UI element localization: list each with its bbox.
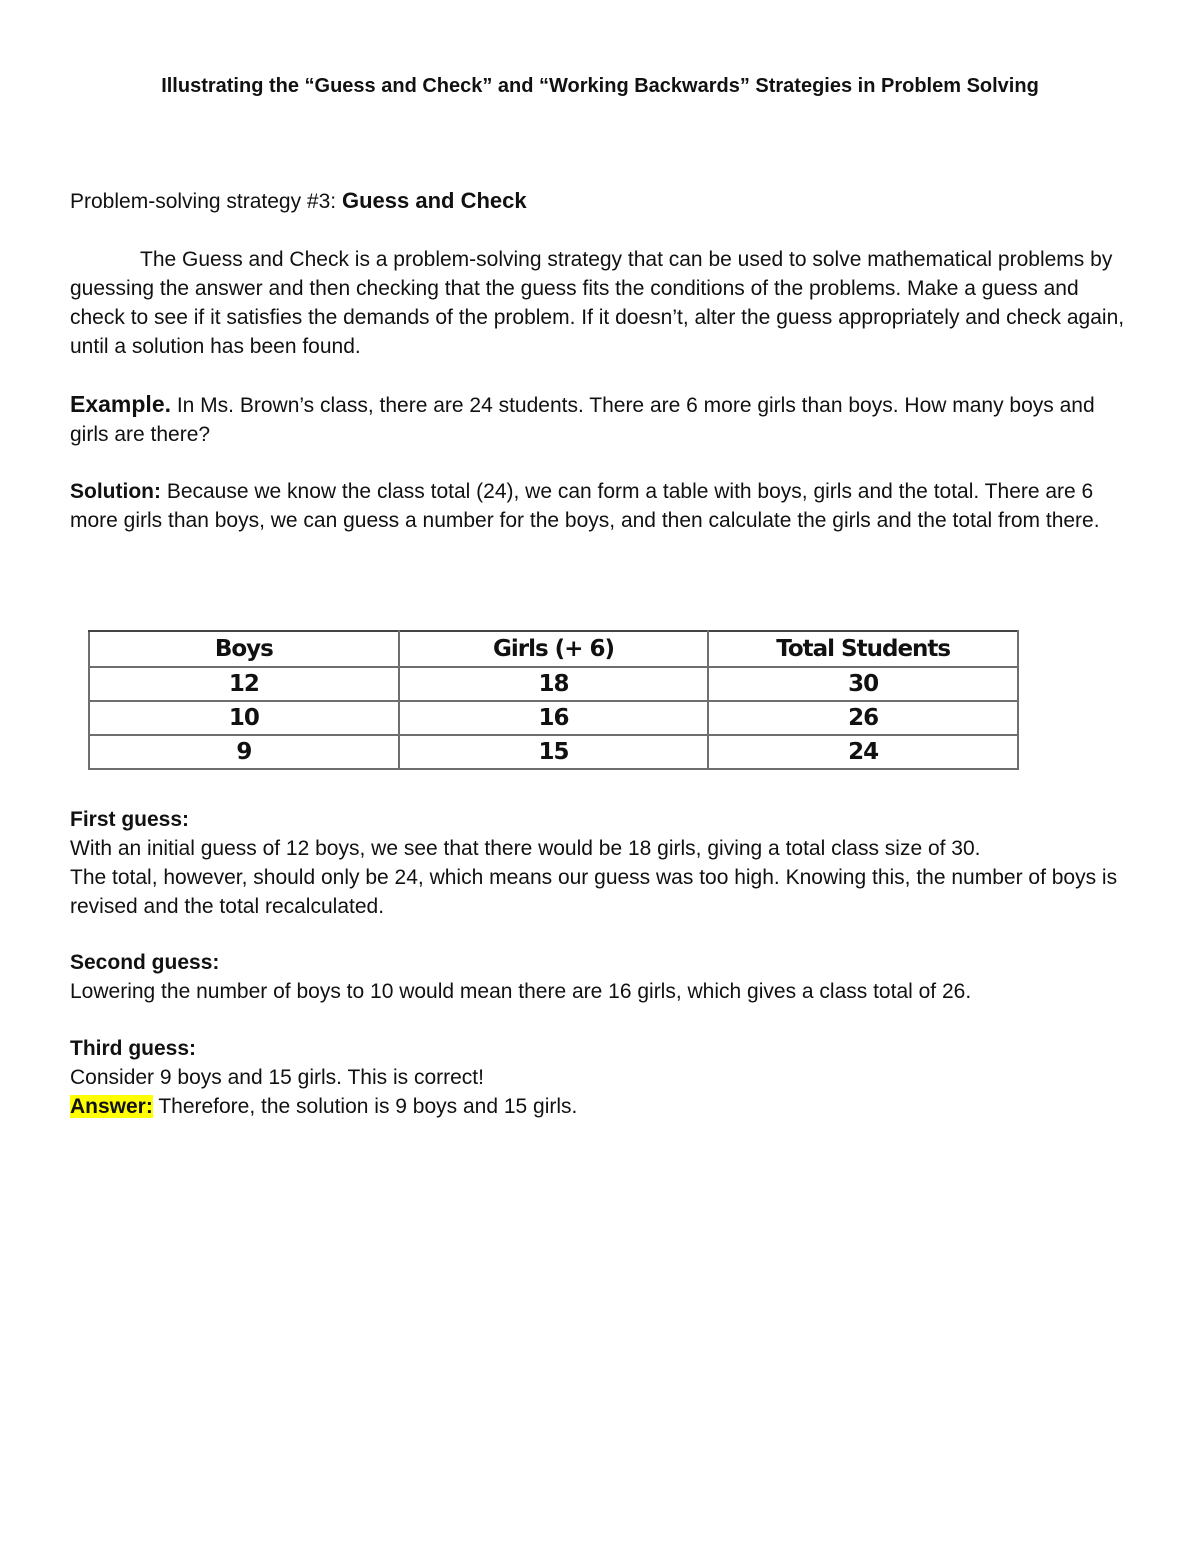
first-guess-section [70, 805, 1135, 921]
cell-boys: 12 [89, 667, 399, 701]
table-header-row [89, 631, 1018, 667]
strategy-name: Guess and Check [341, 188, 527, 213]
table-row [89, 667, 1018, 701]
cell-boys: 9 [89, 735, 399, 769]
solution-paragraph [70, 477, 1135, 535]
header-boys: Boys [89, 631, 399, 667]
cell-total: 30 [708, 667, 1018, 701]
first-guess-label: First guess: [70, 808, 190, 831]
intro-paragraph: The Guess and Check is a problem-solving strategy that can be used to solve mathematical problems by guessing the answer and then checking that the guess fits the conditions of the problems. Make a guess and check to see if it satisfies the demands of the problem. If it doesn’t, alter the guess appropriately and check again, until a solution has been found. [70, 248, 1125, 358]
table-row [89, 735, 1018, 769]
first-guess-line2: The total, however, should only be 24, which means our guess was too high. Knowing this, the number of boys is revised and the total recalculated. [70, 866, 1118, 918]
example-label: Example. [70, 391, 171, 417]
second-guess-label: Second guess: [70, 951, 220, 974]
third-guess-line1: Consider 9 boys and 15 girls. This is correct! [70, 1066, 484, 1089]
example-paragraph [70, 390, 1135, 449]
solution-text: Because we know the class total (24), we can form a table with boys, girls and the total. There are 6 more girls than boys, we can guess a number for the boys, and then calculate the girls and the total from there. [70, 480, 1100, 532]
cell-total: 24 [708, 735, 1018, 769]
first-guess-line1: With an initial guess of 12 boys, we see that there would be 18 girls, giving a total class size of 30. [70, 837, 981, 860]
page-title: Illustrating the “Guess and Check” and “Working Backwards” Strategies in Problem Solving [161, 75, 1039, 97]
cell-girls: 15 [399, 735, 709, 769]
answer-line [70, 1092, 1135, 1121]
cell-girls: 16 [399, 701, 709, 735]
third-guess-section [70, 1034, 1135, 1121]
third-guess-label: Third guess: [70, 1037, 197, 1060]
header-girls: Girls (+ 6) [399, 631, 709, 667]
solution-label: Solution: [70, 480, 161, 503]
second-guess-section [70, 948, 1135, 1006]
strategy-prefix: Problem-solving strategy #3: [70, 190, 342, 213]
cell-girls: 18 [399, 667, 709, 701]
cell-boys: 10 [89, 701, 399, 735]
guess-table [88, 630, 1019, 770]
cell-total: 26 [708, 701, 1018, 735]
strategy-heading [70, 186, 1135, 216]
header-total: Total Students [708, 631, 1018, 667]
table-row [89, 701, 1018, 735]
second-guess-line1: Lowering the number of boys to 10 would mean there are 16 girls, which gives a class total of 26. [70, 980, 972, 1003]
answer-text: Therefore, the solution is 9 boys and 15 girls. [152, 1095, 578, 1118]
answer-label: Answer: [70, 1095, 153, 1118]
example-text: In Ms. Brown’s class, there are 24 students. There are 6 more girls than boys. How many boys and girls are there? [70, 394, 1095, 446]
